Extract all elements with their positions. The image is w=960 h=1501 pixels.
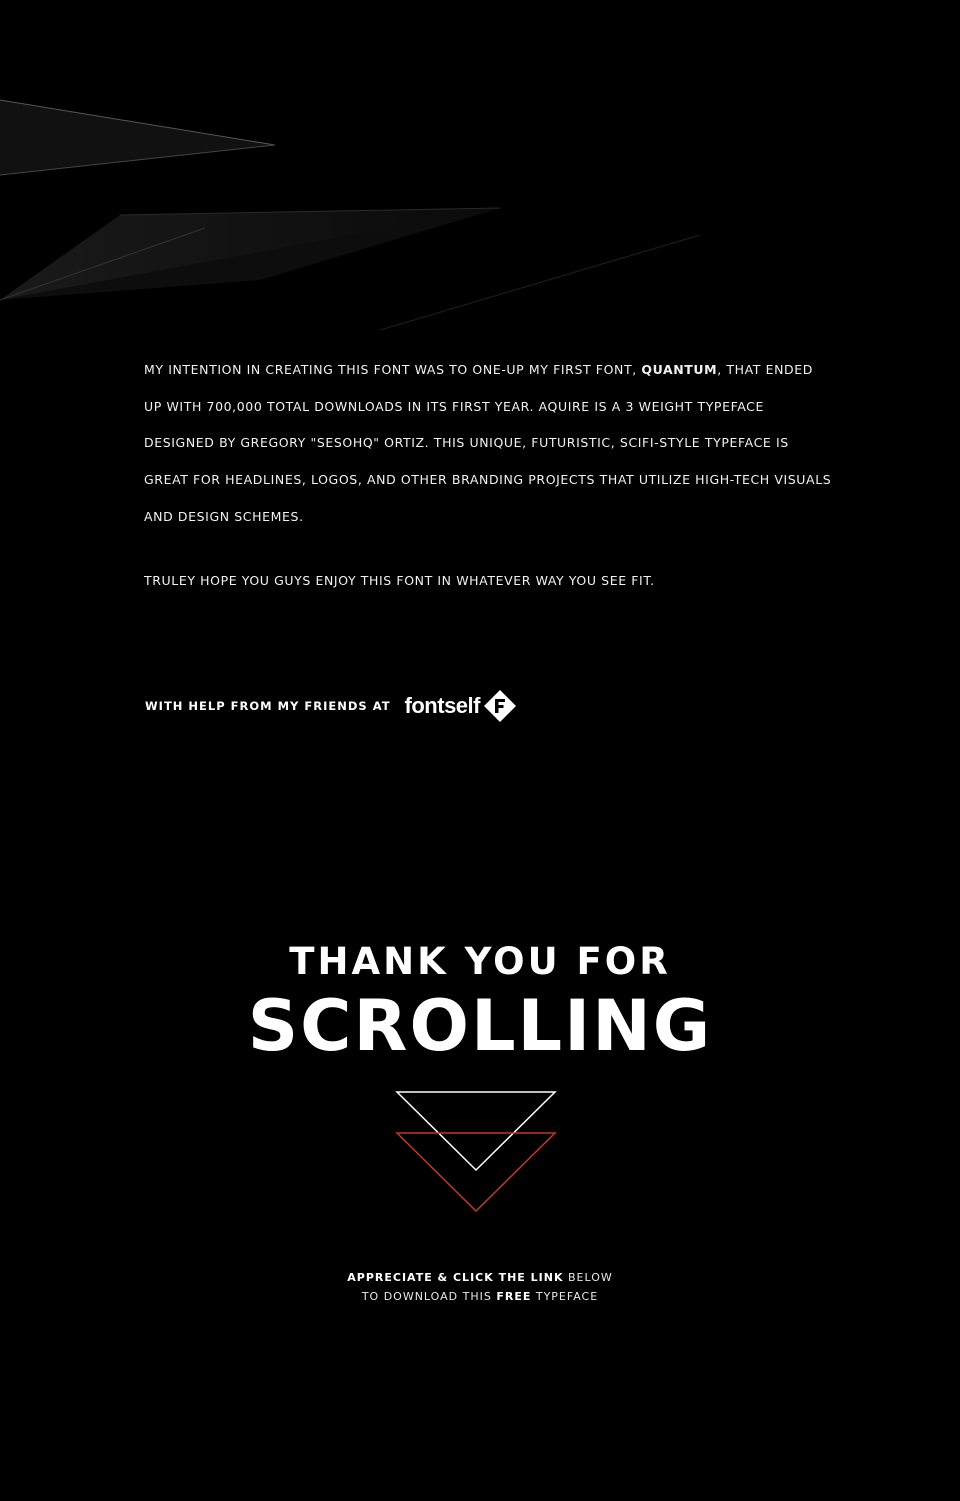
- scrolling-line: SCROLLING: [247, 985, 713, 1067]
- quantum-font-name: QUANTUM: [641, 362, 718, 377]
- intro-text-part: MY INTENTION IN CREATING THIS FONT WAS TO ONE-UP MY FIRST FONT,: [144, 362, 642, 377]
- cta-bold-text: APPRECIATE & CLICK THE LINK: [347, 1271, 564, 1284]
- fontself-wordmark: fontself: [404, 693, 480, 718]
- help-text: WITH HELP FROM MY FRIENDS AT: [145, 699, 391, 713]
- cta-line-2: [0, 1287, 960, 1306]
- cta-text: TO DOWNLOAD THIS: [361, 1290, 497, 1303]
- download-call-to-action: [0, 1268, 960, 1306]
- cta-line-1: [0, 1268, 960, 1287]
- cta-text: TYPEFACE: [531, 1290, 599, 1303]
- cta-bold-text: FREE: [496, 1290, 532, 1303]
- help-credit: [145, 688, 517, 724]
- thank-you-line: THANK YOU FOR: [289, 940, 671, 983]
- closing-paragraph: TRULEY HOPE YOU GUYS ENJOY THIS FONT IN WHATEVER WAY YOU SEE FIT.: [144, 572, 655, 588]
- intro-text: [144, 352, 834, 599]
- intro-text-part: , THAT ENDED UP WITH 700,000 TOTAL DOWNLOADS IN ITS FIRST YEAR. AQUIRE IS A 3 WEIGHT TYPEFACE DESIGNED BY GREGORY "SESOHQ" ORTIZ. THIS UNIQUE, FUTURISTIC, SCIFI-STYLE TYPEFACE IS GREAT FOR HEADLINES, LOGOS, AND OTHER BRANDING PROJECTS THAT UTILIZE HIGH-TECH VISUALS AND DESIGN SCHEMES.: [144, 362, 832, 524]
- fontself-f-icon: [483, 689, 517, 723]
- intro-paragraph: [144, 352, 834, 536]
- thank-you-heading: [0, 938, 960, 1067]
- cta-text: BELOW: [563, 1271, 613, 1284]
- fontself-logo[interactable]: [405, 689, 517, 723]
- down-arrow-triangles-icon: [395, 1090, 557, 1214]
